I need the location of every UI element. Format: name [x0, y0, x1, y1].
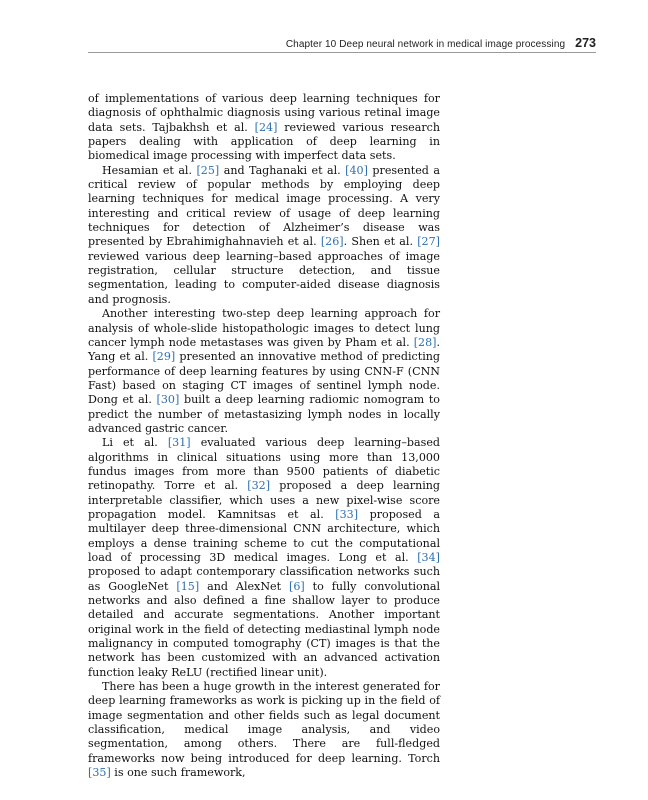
- citation-link[interactable]: [34]: [417, 551, 440, 564]
- citation-link[interactable]: [29]: [152, 350, 176, 364]
- citation-link[interactable]: [30]: [156, 393, 180, 407]
- paragraph: Li et al. [31] evaluated various deep learning–based algorithms in clinical situations using more than 13,000 fundus images from more than 9500 patients of diabetic retinopathy. Torre et al. [32] proposed a deep learning interpretable classifier, which uses a new pixel-wise score propagation model. Kamnitsas et al. [33] proposed a multilayer deep three-dimensional CNN architecture, which employs a dense training scheme to cut the computational load of processing 3D medical images. Long et al. [34] proposed to adapt contemporary classification networks such as GoogleNet [15] and AlexNet [6] to fully convolutional networks and also defined a fine shallow layer to produce detailed and accurate segmentations. Another important original work in the field of detecting mediastinal lymph node malignancy in computed tomography (CT) images is that the network has been customized with an advanced activation function leaky ReLU (rectified linear unit).: [88, 436, 441, 679]
- citation-link[interactable]: [28]: [413, 335, 437, 349]
- citation-link[interactable]: [33]: [335, 507, 359, 521]
- citation-link[interactable]: [27]: [417, 235, 440, 249]
- page-number: 273: [575, 36, 596, 50]
- citation-link[interactable]: [32]: [247, 479, 271, 493]
- body-text: [88, 92, 440, 781]
- citation-link[interactable]: [25]: [196, 163, 220, 177]
- chapter-title: Chapter 10 Deep neural network in medical image processing: [285, 39, 566, 50]
- paragraph: Hesamian et al. [25] and Taghanaki et al. [40] presented a critical review of popular methods by employing deep learning techniques for medical image processing. A very interesting and critical review of usage of deep learning techniques for detection of Alzheimer’s disease was presented by Ebrahimighahnavieh et al. [26]. Shen et al. [27] reviewed various deep learning–based approaches of image registration, cellular structure detection, and tissue segmentation, leading to computer-aided disease diagnosis and prognosis.: [88, 163, 440, 306]
- header-rule: [88, 52, 596, 53]
- paragraph: of implementations of various deep learning techniques for diagnosis of ophthalmic diagnosis using various retinal image data sets. Tajbakhsh et al. [24] reviewed various research papers dealing with application of deep learning in biomedical image processing with imperfect data sets.: [88, 92, 440, 163]
- citation-link[interactable]: [35]: [88, 766, 111, 780]
- citation-link[interactable]: [26]: [320, 235, 344, 249]
- citation-link[interactable]: [24]: [254, 120, 278, 134]
- citation-link[interactable]: [31]: [167, 436, 191, 450]
- citation-link[interactable]: [40]: [345, 163, 368, 177]
- paragraph: There has been a huge growth in the interest generated for deep learning frameworks as work is picking up in the field of image segmentation and other fields such as legal document classification, medical image analysis, and video segmentation, among others. There are full-fledged frameworks now being introduced for deep learning. Torch [35] is one such framework,: [88, 680, 440, 780]
- citation-link[interactable]: [15]: [176, 579, 200, 593]
- paragraph: Another interesting two-step deep learning approach for analysis of whole-slide histopathologic images to detect lung cancer lymph node metastases was given by Pham et al. [28]. Yang et al. [29] presented an innovative method of predicting performance of deep learning features by using CNN-F (CNN Fast) based on staging CT images of sentinel lymph node. Dong et al. [30] built a deep learning radiomic nomogram to predict the number of metastasizing lymph nodes in locally advanced gastric cancer.: [88, 307, 440, 435]
- citation-link[interactable]: [6]: [289, 579, 305, 593]
- running-header: [88, 36, 596, 50]
